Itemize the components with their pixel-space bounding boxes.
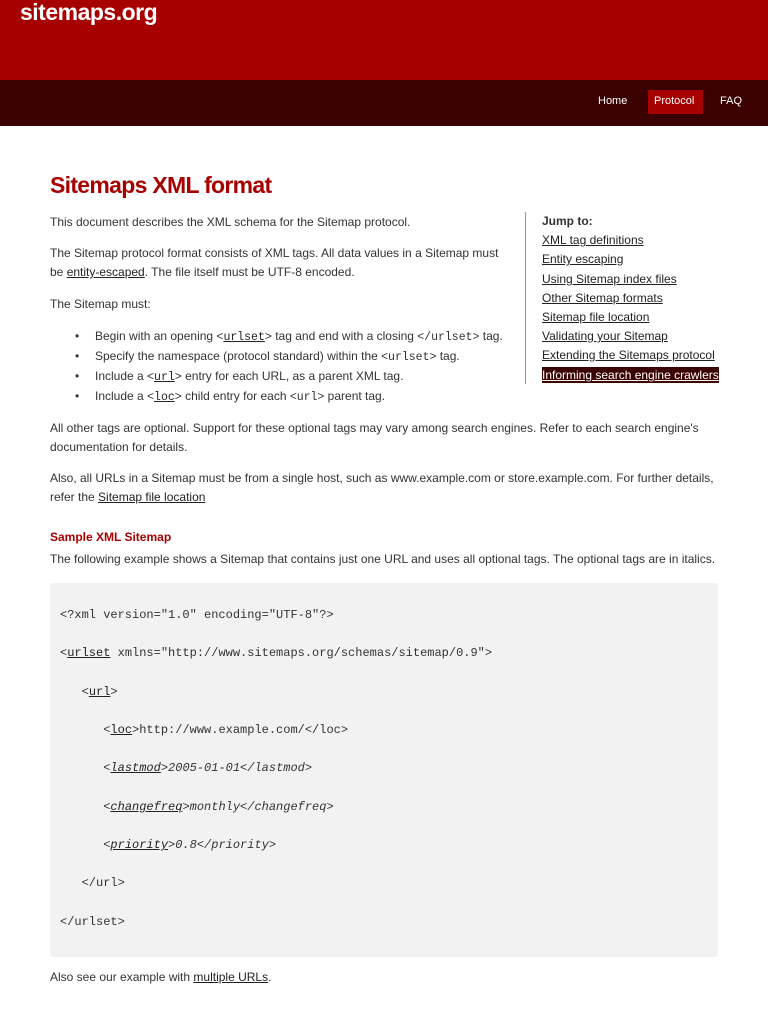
list-item: • Begin with an opening <urlset> tag and end with a closing </urlset> tag. — [50, 327, 503, 347]
sample-code-block — [50, 583, 718, 957]
list-item: • Specify the namespace (protocol standard) within the <urlset> tag. — [50, 347, 503, 367]
jump-link-other-formats[interactable]: Other Sitemap formats — [542, 291, 663, 305]
loc-link[interactable]: loc — [154, 391, 175, 404]
code-line: <?xml version="1.0" encoding="UTF-8"?> — [60, 608, 334, 622]
url-link[interactable]: url — [154, 371, 175, 384]
optional-tags-text: All other tags are optional. Support for these optional tags may vary among search engines. Refer to each search engine's documentation for details. — [50, 421, 699, 454]
jump-link-file-location[interactable]: Sitemap file location — [542, 310, 650, 324]
single-host-text: Also, all URLs in a Sitemap must be from a single host, such as www.example.com or store.example.com. For further details, refer the Sitemap file location — [50, 471, 714, 504]
multiple-urls-link[interactable]: multiple URLs — [193, 970, 269, 984]
urlset-tag-link[interactable]: urlset — [67, 646, 111, 660]
entity-escaped-link[interactable]: entity-escaped — [66, 265, 145, 279]
nav-home[interactable]: Home — [598, 95, 628, 107]
jump-link-extending[interactable]: Extending the Sitemaps protocol — [542, 348, 715, 362]
must-label: The Sitemap must: — [50, 297, 151, 311]
code-line: <url> — [60, 685, 118, 699]
jump-link-validating[interactable]: Validating your Sitemap — [542, 329, 668, 343]
requirements-list — [50, 327, 503, 407]
code-line: </urlset> — [60, 915, 125, 929]
code-line: <lastmod>2005-01-01</lastmod> — [60, 761, 313, 775]
jump-to-sidebar — [525, 212, 722, 384]
header-bar — [0, 0, 768, 80]
code-line: <loc>http://www.example.com/</loc> — [60, 723, 349, 737]
jump-link-informing-crawlers[interactable]: Informing search engine crawlers — [542, 368, 719, 382]
changefreq-tag-link[interactable]: changefreq — [110, 800, 183, 814]
site-logo-link[interactable]: sitemaps.org — [20, 0, 158, 25]
sitemap-file-location-link[interactable]: Sitemap file location — [98, 490, 206, 504]
page-title: Sitemaps XML format — [50, 172, 272, 198]
jump-to-title: Jump to: — [542, 214, 593, 228]
lastmod-tag-link[interactable]: lastmod — [110, 761, 161, 775]
jump-link-xml-tag-definitions[interactable]: XML tag definitions — [542, 233, 644, 247]
also-see-text: Also see our example with multiple URLs. — [50, 970, 272, 984]
nav-protocol[interactable]: Protocol — [648, 90, 703, 114]
sample-description: The following example shows a Sitemap that contains just one URL and uses all optional tags. The optional tags are in italics. — [50, 552, 716, 566]
jump-link-sitemap-index-files[interactable]: Using Sitemap index files — [542, 272, 677, 286]
loc-tag-link[interactable]: loc — [110, 723, 133, 737]
sample-heading: Sample XML Sitemap — [50, 530, 172, 544]
list-item: • Include a <url> entry for each URL, as a parent XML tag. — [50, 367, 503, 387]
url-tag-link[interactable]: url — [88, 685, 111, 699]
urlset-link[interactable]: urlset — [223, 331, 265, 344]
code-line: <urlset xmlns="http://www.sitemaps.org/schemas/sitemap/0.9"> — [60, 646, 493, 660]
list-item: • Include a <loc> child entry for each <url> parent tag. — [50, 387, 503, 407]
jump-link-entity-escaping[interactable]: Entity escaping — [542, 252, 624, 266]
nav-bar — [0, 80, 768, 126]
code-line: <priority>0.8</priority> — [60, 838, 277, 852]
intro-text: This document describes the XML schema for the Sitemap protocol. — [50, 215, 411, 229]
format-text: The Sitemap protocol format consists of XML tags. All data values in a Sitemap must be entity-escaped. The file itself must be UTF-8 encoded. — [50, 246, 499, 279]
nav-faq[interactable]: FAQ — [720, 95, 743, 107]
code-line: <changefreq>monthly</changefreq> — [60, 800, 334, 814]
priority-tag-link[interactable]: priority — [110, 838, 169, 852]
code-line: </url> — [81, 876, 125, 890]
